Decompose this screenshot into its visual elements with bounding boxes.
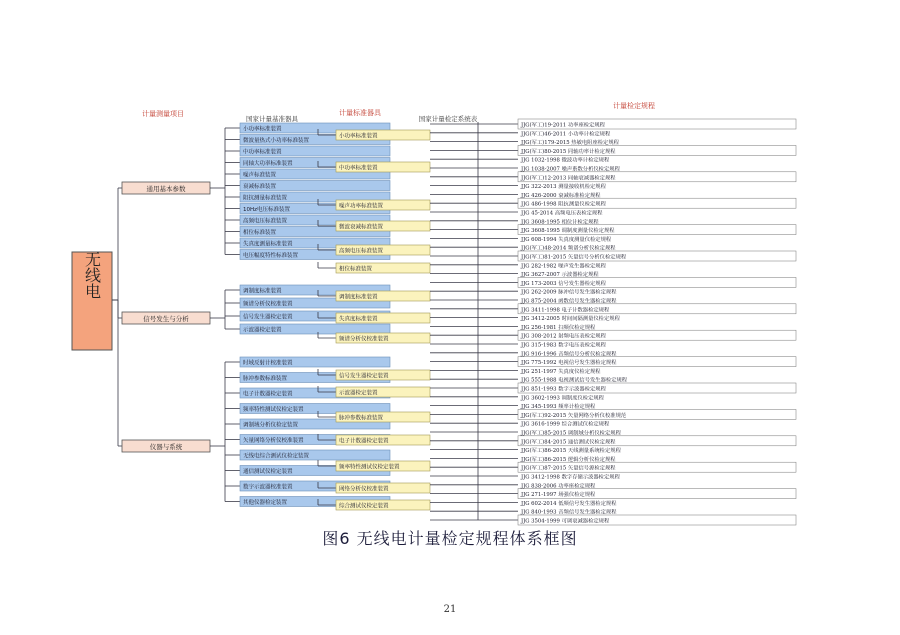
header-measurement-items: 计量测量项目 [142, 110, 184, 118]
regulation-label: JJG 282-1982 噪声发生器检定规程 [521, 263, 606, 270]
regulation-label: JJG 45-2014 高频电压表检定规程 [521, 210, 603, 217]
standard-label: 频率特性测试仪检定装置 [243, 407, 304, 413]
standard-label: 示波器检定装置 [243, 327, 282, 334]
regulation-label: JJG 426-2000 衰减标准检定规程 [521, 192, 601, 199]
regulation-label: JJG(军工)86-2015 天线测量系统检定规程 [521, 448, 621, 455]
standard-label: 阻抗测量标准装置 [243, 195, 288, 202]
standard-label: 通信测试仪检定装置 [243, 469, 293, 475]
regulation-label: JJG 851-1993 数字示波器检定规程 [521, 386, 606, 393]
root-node-label: 无线电 [82, 251, 102, 299]
sub-standard-label: 中功率标准装置 [339, 165, 378, 172]
regulation-label: JJG 3608-1995 调制度测量仪检定规程 [521, 228, 615, 235]
header-verification-schemes: 国家计量检定系统表 [418, 115, 478, 123]
regulation-label: JJG 251-1997 失真度仪检定规程 [521, 368, 601, 375]
standard-label: 脉冲参数标准装置 [243, 376, 288, 382]
regulation-label: JJG 608-1994 失真度测量仪检定规程 [521, 236, 612, 243]
regulation-label: JJG 3627-2007 示波器检定规程 [521, 272, 599, 279]
standard-label: 10Hz电压标准装置 [243, 207, 291, 213]
standard-label: 电子计数器检定装置 [243, 391, 293, 398]
sub-standard-label: 小功率标准装置 [339, 133, 378, 140]
regulation-label: JJG 345-1993 频率计检定规程 [521, 404, 596, 411]
sub-standard-label: 电子计数器检定装置 [339, 438, 389, 445]
standard-label: 微波量热式小功率标准装置 [243, 138, 310, 144]
sub-standard-label: 高频电压标准装置 [339, 248, 384, 255]
regulation-label: JJG 271-1997 场强仪检定规程 [521, 492, 596, 499]
regulation-label: JJG 315-1983 数字电压表检定规程 [521, 342, 606, 349]
regulation-label: JJG 838-2006 功率座检定规程 [521, 483, 596, 490]
regulation-label: JJG 3504-1999 可调衰减器检定规程 [521, 518, 610, 525]
regulation-label: JJG(军工)179-2015 热敏电阻座检定规程 [521, 140, 619, 147]
sub-standard-label: 频率特性测试仪检定装置 [339, 464, 400, 471]
regulation-label: JJG(军工)48-2014 频谱分析仪检定规程 [521, 245, 616, 252]
regulation-label: JJG 322-2013 测量接收机检定规程 [521, 184, 606, 191]
standard-label: 时域反射计校准装置 [243, 360, 293, 367]
regulation-label: JJG 3412-2005 时间间隔测量仪检定规程 [521, 316, 620, 323]
regulation-label: JJG 3608-1995 相位计检定规程 [521, 219, 599, 226]
sub-standard-label: 微波衰减标准装置 [339, 224, 384, 231]
regulation-label: JJG 555-1988 电视测试信号发生器检定规程 [521, 377, 628, 384]
sub-standard-label: 综合测试仪检定装置 [339, 503, 389, 510]
regulation-label: JJG 602-2014 低频信号发生器检定规程 [521, 500, 617, 507]
regulation-label: JJG(军工)92-2015 矢量网络分析仪校准规范 [521, 412, 627, 419]
regulation-label: JJG 308-2012 射频电压表检定规程 [521, 333, 606, 340]
category-label: 仪器与系统 [149, 443, 183, 451]
standard-label: 无线电综合测试仪检定装置 [243, 453, 310, 460]
regulation-label: JJG 3412-1998 数字存储示波器检定规程 [521, 474, 620, 481]
regulation-label: JJG(军工)46-2011 小功率计检定规程 [521, 131, 611, 138]
regulation-label: JJG(军工)80-2015 同轴功率计检定规程 [521, 148, 616, 155]
sub-standard-label: 相位标准装置 [339, 266, 373, 273]
standard-label: 调制域分析仪检定装置 [243, 422, 299, 429]
regulation-label: JJG 262-2009 脉冲信号发生器检定规程 [521, 289, 617, 296]
standard-label: 同轴大功率标准装置 [243, 161, 293, 167]
header-national-primary: 国家计量基准器具 [246, 115, 298, 123]
sub-standard-label: 信号发生器检定装置 [339, 373, 389, 380]
regulation-label: JJG(军工)87-2015 矢量信号源检定规程 [521, 465, 616, 472]
regulation-label: JJG 916-1996 音频信号分析仪检定规程 [521, 351, 617, 358]
regulation-label: JJG 3602-1993 调制度仪检定规程 [521, 395, 604, 402]
regulation-label: JJG 775-1992 电视信号发生器检定规程 [521, 360, 617, 367]
standard-label: 其他仪器检定装置 [243, 500, 288, 506]
category-label: 信号发生与分析 [143, 315, 189, 323]
regulation-label: JJG 875-2004 函数信号发生器检定规程 [521, 298, 617, 305]
standard-label: 高频电压标准装置 [243, 218, 288, 225]
header-verification-regulations: 计量检定规程 [613, 102, 655, 110]
regulation-label: JJG 1032-1998 微波功率计检定规程 [521, 157, 610, 164]
regulation-label: JJG 840-1993 音频信号发生器检定规程 [521, 509, 617, 516]
standard-label: 小功率标准装置 [243, 126, 282, 133]
standard-label: 电压幅度特性标准装置 [243, 253, 299, 259]
regulation-label: JJG(军工)12-2013 同轴衰减器检定规程 [521, 175, 616, 182]
standard-label: 中功率标准装置 [243, 149, 282, 156]
regulation-label: JJG(军工)86-2015 逻辑分析仪检定规程 [521, 456, 616, 463]
regulation-label: JJG 1038-2007 噪声系数分析仪检定规程 [521, 166, 620, 173]
sub-standard-label: 网络分析仪校准装置 [339, 486, 389, 493]
standard-label: 矢量网络分析仪校准装置 [243, 438, 304, 444]
regulation-label: JJG 256-1981 扫频仪检定规程 [521, 324, 596, 331]
sub-standard-label: 噪声功率标准装置 [339, 203, 384, 210]
standard-label: 相位标准装置 [243, 230, 277, 236]
category-label: 通用基本参数 [146, 185, 186, 193]
regulation-label: JJG 3411-1998 电子计数器检定规程 [521, 307, 610, 314]
regulation-label: JJG 173-2003 信号发生器检定规程 [521, 280, 606, 287]
standard-label: 频谱分析仪校准装置 [243, 301, 293, 308]
regulation-label: JJG(军工)81-2015 矢量信号分析仪检定规程 [521, 254, 627, 261]
sub-standard-label: 脉冲参数标准装置 [339, 415, 384, 422]
regulation-label: JJG(军工)84-2015 通信测试仪检定规程 [521, 439, 616, 446]
header-measurement-standards: 计量标准器具 [339, 109, 381, 117]
figure-caption: 图6 无线电计量检定规程体系框图 [322, 529, 578, 548]
standard-label: 衰减标准装置 [243, 184, 277, 190]
sub-standard-label: 调制度标准装置 [339, 294, 378, 301]
sub-standard-label: 失真度标准装置 [339, 316, 378, 323]
regulation-label: JJG(军工)19-2011 功率座检定规程 [521, 122, 605, 129]
standard-label: 信号发生器检定装置 [243, 314, 293, 321]
regulation-label: JJG(军工)85-2015 调制域分析仪检定规程 [521, 430, 621, 437]
standard-label: 数字示波器校准装置 [243, 484, 293, 491]
regulation-label: JJG 3616-1999 综合测试仪检定规程 [521, 421, 610, 428]
standard-label: 失真度测量标准装置 [243, 241, 293, 248]
sub-standard-label: 示波器检定装置 [339, 390, 378, 397]
standard-label: 调制度标准装置 [243, 288, 282, 295]
sub-standard-label: 频谱分析仪校准装置 [339, 336, 389, 343]
page-number: 21 [443, 604, 457, 615]
standard-label: 噪声标准装置 [243, 172, 277, 179]
regulation-label: JJG 486-1998 阻抗测量仪检定规程 [521, 201, 606, 208]
